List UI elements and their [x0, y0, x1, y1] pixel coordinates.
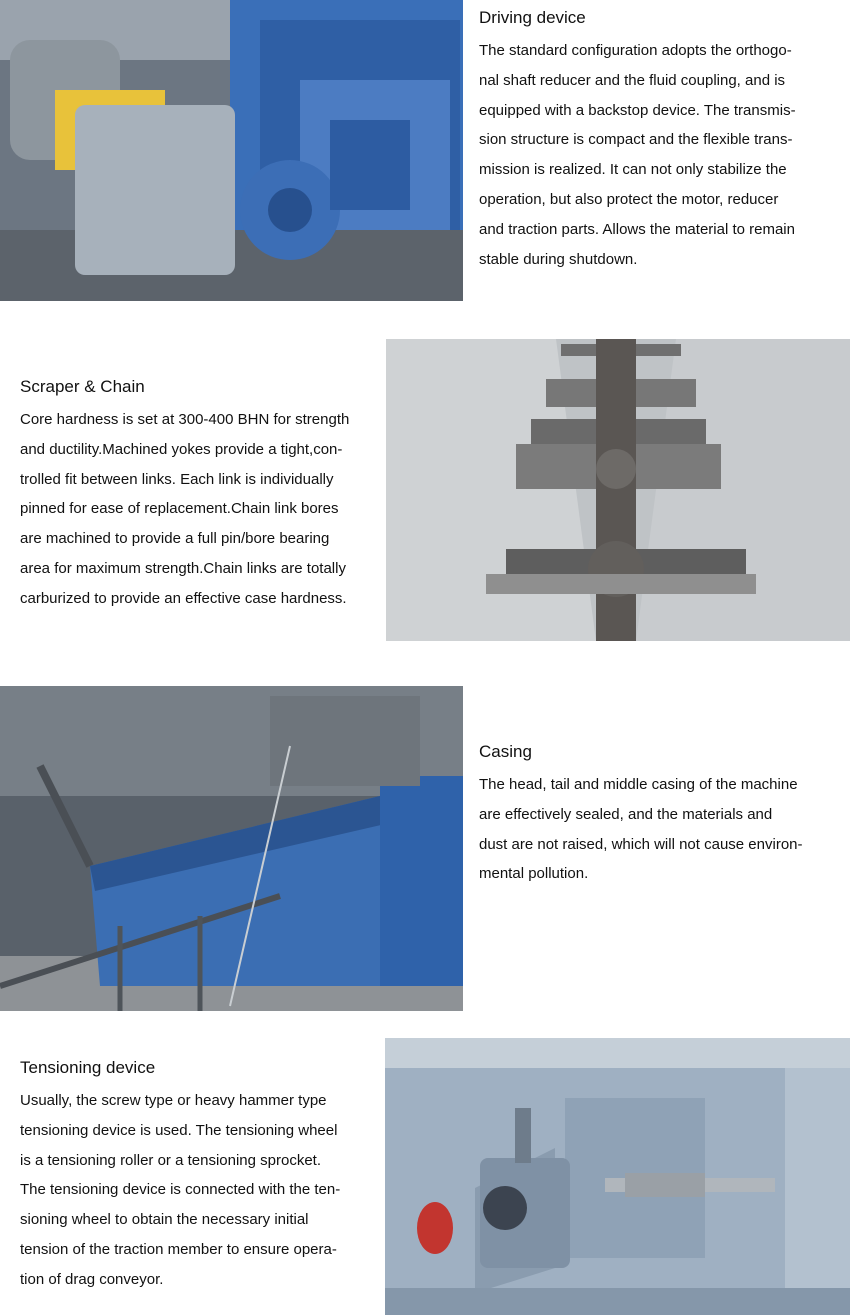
casing-photo [0, 686, 463, 1011]
section-body: Usually, the screw type or heavy hammer type tensioning device is used. The tensioning wheel is a tensioning roller or a tensioning sprocket. The tensioning device is connected with the ten- sioning wheel to obtain the necessary initial tension of the traction member to ensure opera- tion of drag conveyor. [20, 1092, 341, 1288]
casing-section [479, 742, 844, 889]
scraper-chain-section [20, 377, 380, 614]
driving-device-section [479, 8, 844, 274]
driving-device-photo [0, 0, 463, 301]
tensioning-device-section [20, 1058, 380, 1295]
section-title: Tensioning device [20, 1058, 156, 1077]
scraper-chain-photo [386, 339, 850, 641]
section-title: Casing [479, 742, 532, 761]
section-body: The head, tail and middle casing of the machine are effectively sealed, and the materials and dust are not raised, which will not cause environ- mental pollution. [479, 776, 803, 883]
section-title: Scraper & Chain [20, 377, 145, 396]
section-body: The standard configuration adopts the orthogo- nal shaft reducer and the fluid coupling, and is equipped with a backstop device. The transmis- sion structure is compact and the flexible trans- mission is realized. It can not only stabilize the operation, but also protect the motor, reducer and traction parts. Allows the material to remain stable during shutdown. [479, 42, 796, 268]
section-body: Core hardness is set at 300-400 BHN for strength and ductility.Machined yokes provide a tight,con- trolled fit between links. Each link is individually pinned for ease of replacement.Chain link bores are machined to provide a full pin/bore bearing area for maximum strength.Chain links are totally carburized to provide an effective case hardness. [20, 411, 350, 607]
section-title: Driving device [479, 8, 586, 27]
tensioning-device-photo [385, 1038, 850, 1315]
